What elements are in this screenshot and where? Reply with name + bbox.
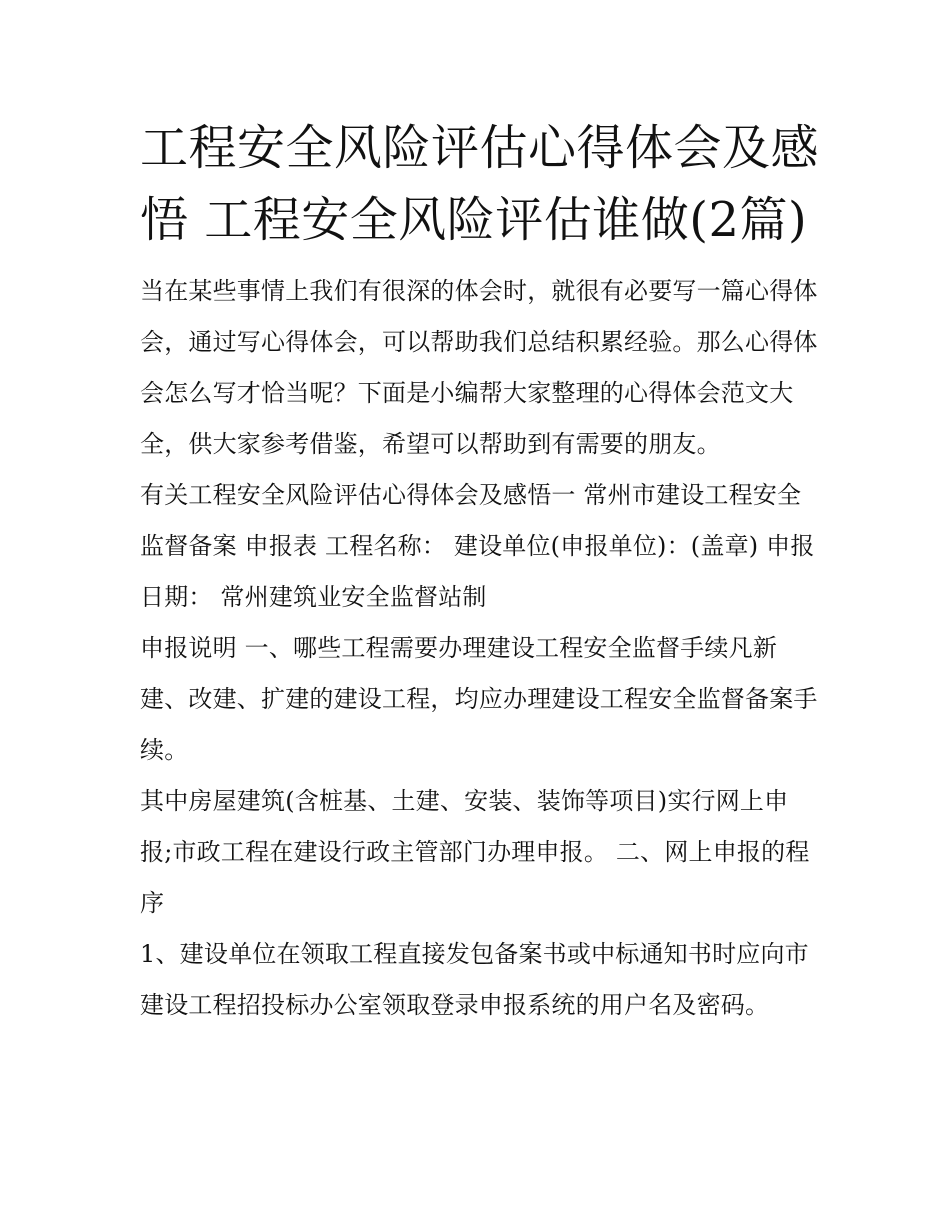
document-title: 工程安全风险评估心得体会及感悟 工程安全风险评估谁做(2篇): [140, 120, 820, 248]
paragraph-section-one: 有关工程安全风险评估心得体会及感悟一 常州市建设工程安全监督备案 申报表 工程名称： 建设单位(申报单位)：(盖章) 申报日期： 常州建筑业安全监督站制: [140, 481, 815, 611]
paragraph-application-notes: 申报说明 一、哪些工程需要办理建设工程安全监督手续凡新建、改建、扩建的建设工程，均应办理建设工程安全监督备案手续。: [140, 634, 818, 764]
document-page: [140, 112, 820, 1031]
paragraph-intro: 当在某些事情上我们有很深的体会时，就很有必要写一篇心得体会，通过写心得体会，可以帮助我们总结积累经验。那么心得体会怎么写才恰当呢？下面是小编帮大家整理的心得体会范文大全，供大家参考借鉴，希望可以帮助到有需要的朋友。: [140, 277, 818, 458]
paragraph-online-application: 其中房屋建筑(含桩基、土建、安装、装饰等项目)实行网上申报;市政工程在建设行政主管部门办理申报。 二、网上申报的程序: [140, 787, 810, 917]
paragraph-step-one: 1、建设单位在领取工程直接发包备案书或中标通知书时应向市建设工程招投标办公室领取登录申报系统的用户名及密码。: [140, 940, 809, 1019]
